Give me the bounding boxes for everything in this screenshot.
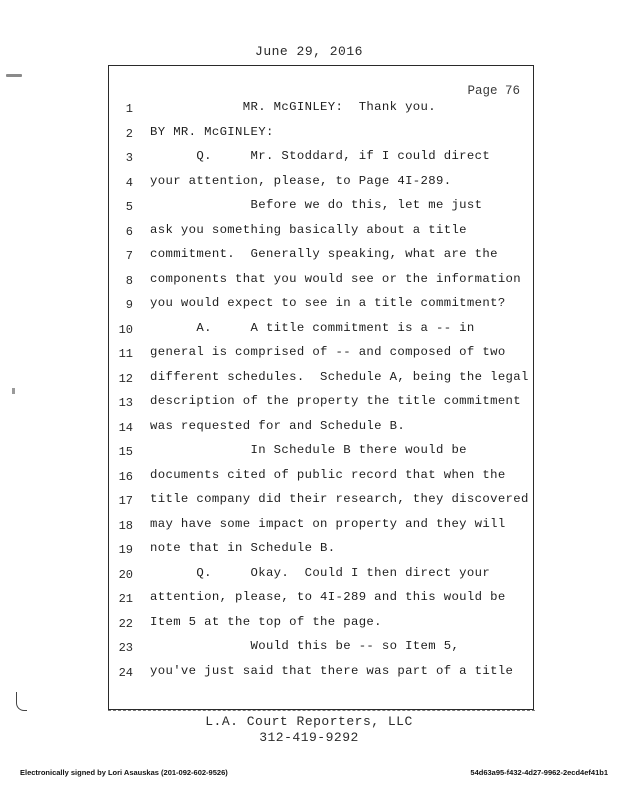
line-number: 16 (118, 469, 133, 484)
line-number: 1 (125, 102, 133, 116)
transcript-line (0, 272, 618, 294)
scan-bracket (16, 692, 27, 711)
line-text: BY MR. McGINLEY: (150, 124, 274, 139)
line-text: you've just said that there was part of a title (150, 663, 514, 678)
transcript-line (0, 541, 618, 563)
transcript-line (0, 296, 618, 318)
footer-phone: 312-419-9292 (259, 730, 359, 745)
transcript-line (0, 419, 618, 441)
line-number: 12 (118, 371, 133, 386)
line-text: Item 5 at the top of the page. (150, 614, 382, 629)
line-text: description of the property the title commitment (150, 394, 522, 408)
line-text: note that in Schedule B. (150, 541, 336, 555)
frame-bottom-dash (108, 707, 535, 711)
line-text: A. A title commitment is a -- in (150, 320, 475, 335)
transcript-line (0, 615, 618, 637)
line-text: you would expect to see in a title commitment? (150, 296, 506, 310)
line-text: different schedules. Schedule A, being the legal (150, 369, 529, 384)
transcript-line (0, 639, 618, 661)
line-text: Before we do this, let me just (150, 198, 483, 212)
transcript-line (0, 174, 618, 196)
line-text: commitment. Generally speaking, what are the (150, 247, 498, 261)
line-text: general is comprised of -- and composed of two (150, 345, 506, 359)
scan-mark-top (6, 74, 22, 77)
line-number: 17 (118, 494, 133, 508)
line-number: 18 (118, 518, 133, 533)
line-text: your attention, please, to Page 4I-289. (150, 173, 452, 188)
line-number: 8 (125, 273, 133, 288)
line-number: 13 (118, 396, 133, 410)
transcript-line (0, 590, 618, 612)
line-text: attention, please, to 4I-289 and this would be (150, 590, 506, 604)
transcript-line (0, 517, 618, 539)
line-text: documents cited of public record that when the (150, 467, 506, 482)
line-number: 10 (118, 322, 133, 337)
transcript-line (0, 394, 618, 416)
line-text: Q. Okay. Could I then direct your (150, 565, 491, 580)
document-id: 54d63a95-f432-4d27-9962-2ecd4ef41b1 (470, 768, 608, 777)
line-text: In Schedule B there would be (150, 443, 467, 457)
transcript-line (0, 468, 618, 490)
transcript-line (0, 149, 618, 171)
transcript-line (0, 100, 618, 122)
line-number: 6 (125, 224, 133, 239)
transcript-line (0, 566, 618, 588)
line-number: 5 (125, 200, 133, 214)
line-number: 23 (118, 641, 133, 655)
transcript-line (0, 247, 618, 269)
line-number: 3 (125, 151, 133, 165)
line-text: was requested for and Schedule B. (150, 418, 406, 433)
line-number: 24 (118, 665, 133, 680)
line-text: Q. Mr. Stoddard, if I could direct (150, 149, 491, 163)
electronic-signature: Electronically signed by Lori Asauskas (201-092-602-9526) (20, 768, 228, 777)
line-number: 22 (118, 616, 133, 631)
transcript-line (0, 223, 618, 245)
line-number: 14 (118, 420, 133, 435)
line-number: 19 (118, 543, 133, 557)
line-text: ask you something basically about a title (150, 222, 467, 237)
page-date: June 29, 2016 (255, 44, 363, 59)
transcript-line (0, 492, 618, 514)
line-text: Would this be -- so Item 5, (150, 639, 460, 653)
transcript-line (0, 443, 618, 465)
line-number: 15 (118, 445, 133, 459)
line-number: 2 (125, 126, 133, 141)
transcript-line (0, 125, 618, 147)
line-text: MR. McGINLEY: Thank you. (150, 100, 436, 114)
transcript-line (0, 370, 618, 392)
line-number: 21 (118, 592, 133, 606)
line-number: 20 (118, 567, 133, 582)
transcript-line (0, 345, 618, 367)
line-number: 4 (125, 175, 133, 190)
transcript-line (0, 321, 618, 343)
line-text: may have some impact on property and they will (150, 516, 506, 531)
transcript-line (0, 664, 618, 686)
page-number-label: Page 76 (467, 84, 520, 98)
footer-company: L.A. Court Reporters, LLC (205, 714, 413, 729)
line-text: title company did their research, they discovered (150, 492, 529, 506)
line-number: 9 (125, 298, 133, 312)
transcript-line (0, 198, 618, 220)
line-number: 7 (125, 249, 133, 263)
line-number: 11 (118, 347, 133, 361)
line-text: components that you would see or the information (150, 271, 522, 286)
